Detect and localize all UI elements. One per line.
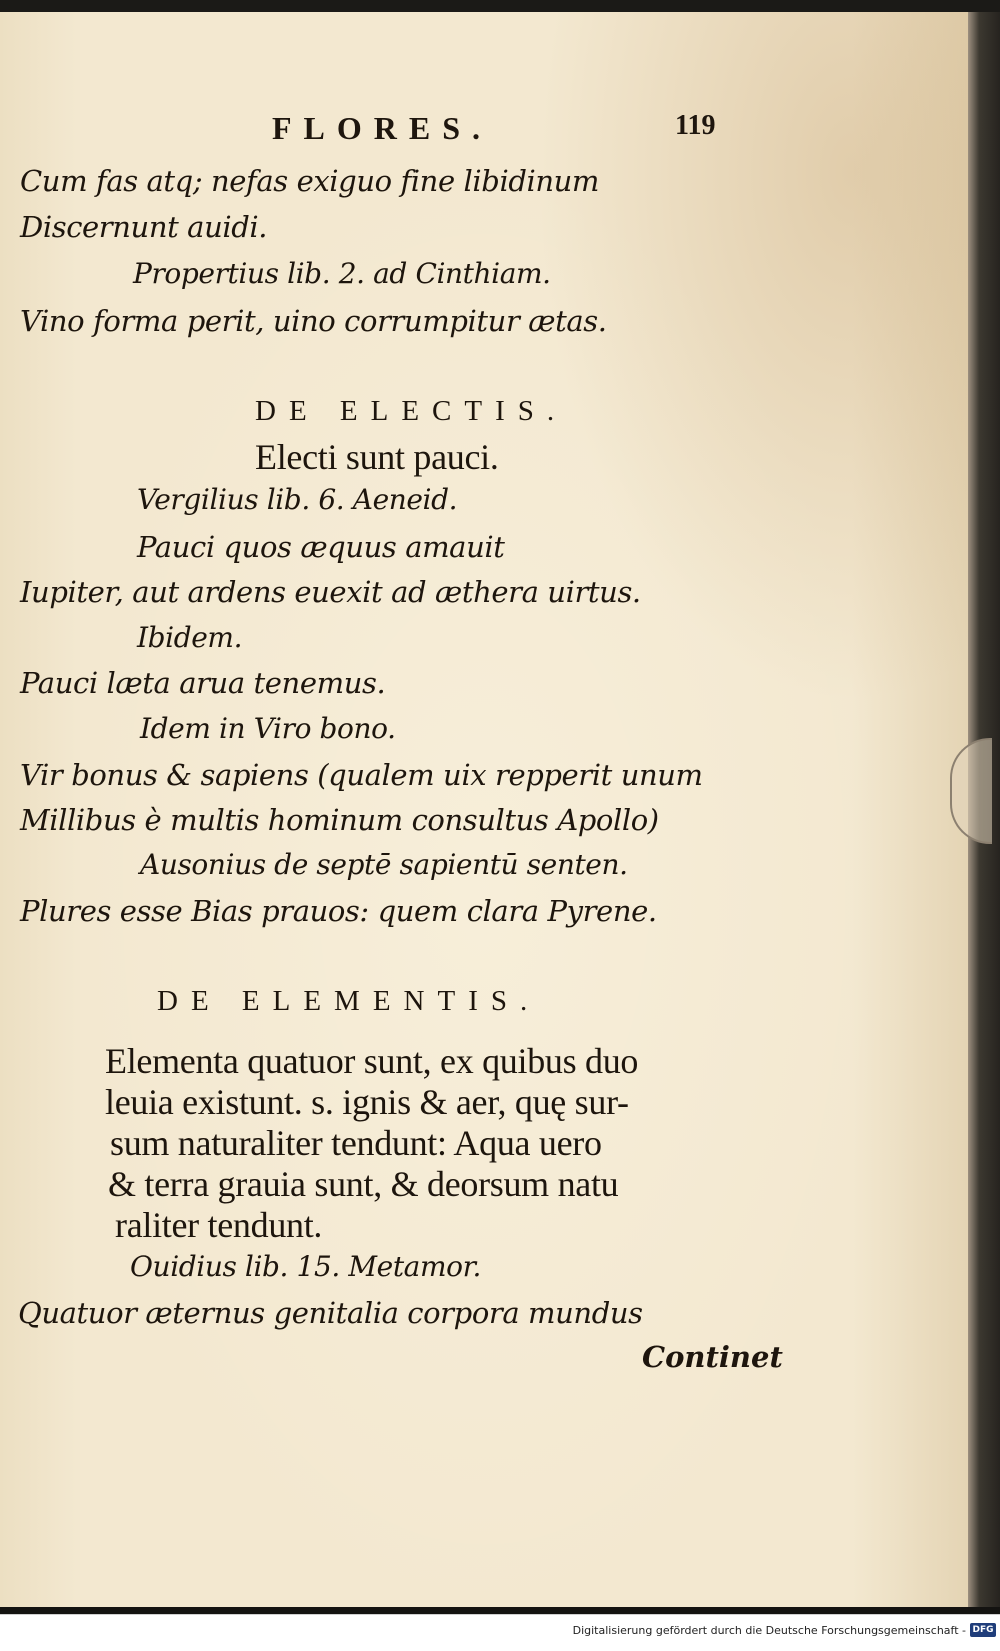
- source-citation: Ouidius lib. 15. Metamor.: [130, 1250, 481, 1283]
- text-line: Iupiter, aut ardens euexit ad æthera uirtus.: [20, 575, 641, 609]
- scan-frame-top: [0, 0, 1000, 12]
- section-maxim: Electi sunt pauci.: [255, 437, 499, 477]
- text-line: Plures esse Bias prauos: quem clara Pyrene.: [20, 894, 657, 928]
- digitization-footer: [0, 1614, 1000, 1651]
- source-citation: Ausonius de septē sapientū senten.: [140, 848, 628, 881]
- text-line: Millibus è multis hominum consultus Apollo): [20, 803, 659, 837]
- text-line: Pauci quos æquus amauit: [137, 530, 505, 564]
- book-page: [0, 12, 968, 1607]
- funding-credit: Digitalisierung gefördert durch die Deutsche Forschungsgemeinschaft -: [572, 1624, 966, 1637]
- page-header: [0, 110, 968, 150]
- prose-line: Elementa quatuor sunt, ex quibus duo: [105, 1041, 639, 1081]
- text-line: Discernunt auidi.: [20, 210, 268, 244]
- source-citation: Idem in Viro bono.: [140, 712, 396, 745]
- text-line: Quatuor æternus genitalia corpora mundus: [18, 1296, 643, 1330]
- prose-line: & terra grauia sunt, & deorsum natu: [108, 1164, 619, 1204]
- text-line: Vir bonus & sapiens (qualem uix repperit unum: [20, 758, 703, 792]
- prose-line: leuia existunt. s. ignis & aer, quę sur-: [105, 1082, 629, 1122]
- source-citation: Vergilius lib. 6. Aeneid.: [137, 483, 458, 516]
- section-heading: DE ELECTIS.: [255, 395, 568, 427]
- running-title: FLORES.: [272, 110, 493, 146]
- prose-line: sum naturaliter tendunt: Aqua uero: [110, 1123, 602, 1163]
- text-line: Vino forma perit, uino corrumpitur ætas.: [20, 304, 607, 338]
- source-citation: Propertius lib. 2. ad Cinthiam.: [133, 257, 551, 290]
- text-line: Pauci læta arua tenemus.: [20, 666, 386, 700]
- dfg-logo-icon: DFG: [970, 1623, 996, 1637]
- text-line: Cum fas atq; nefas exiguo fine libidinum: [20, 164, 600, 198]
- catchword: Continet: [642, 1340, 783, 1374]
- page-number: 119: [675, 110, 716, 141]
- source-citation: Ibidem.: [137, 621, 243, 654]
- section-heading: DE ELEMENTIS.: [157, 985, 541, 1017]
- prose-line: raliter tendunt.: [115, 1205, 323, 1245]
